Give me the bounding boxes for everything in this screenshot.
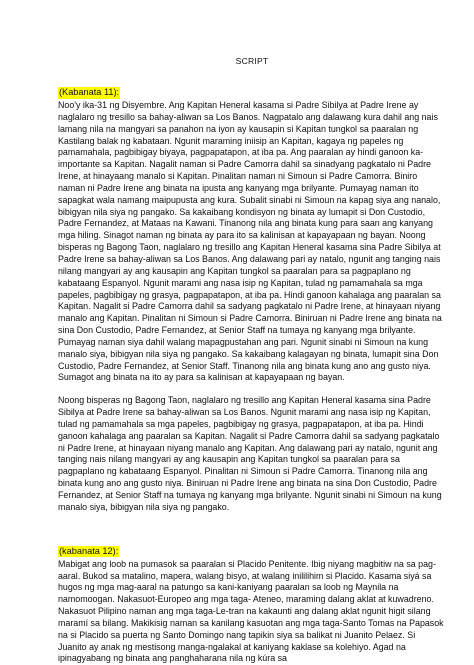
section-heading: (Kabanata 11):	[59, 87, 120, 97]
section-kabanata-11	[58, 82, 446, 514]
paragraph-spacer	[58, 384, 446, 395]
paragraph: Mabigat ang loob na pumasok sa paaralan si Placido Penitente. Ibig niyang magbitiw na sa pag- aaral. Bukod sa matalino, mapera, walang bisyo, at walang inililihim si Placido. Kasama siyá sa hugos ng mga mag-aaral na patungo sa kani-kaniyang paaralan sa loob ng Maynila na namomoogan. Nakasuot-Europeo ang mga taga- Ateneo, maraming dalang aklat at kuwadreno. Nakasuot Pilipino naman ang mga taga-Le-tran na kakaunti ang dalang aklat ngunit higit silang maramí sa bilang. Makikisig naman sa kanilang kasuotan ang mga taga-Santo Tomas na Papasok na si Placido sa puerta ng Santo Domingo nang tapikin siya sa balikat ni Juanito Pelaez. Si Juanito ay anak ng mestisong manga-ngalakal at kaniyang kaklase sa kolehiyo. Agad na ipinagyabang ng binata ang panghaharana nila ng kúra sa	[58, 558, 444, 664]
paragraph: Noong bisperas ng Bagong Taon, naglalaro ng tresillo ang Kapitan Heneral kasama sina Padre Sibilya at Padre Irene sa bahay-aliwan sa Los Banos. Ngunit marami ang nasa isip ng Kapitan, tulad ng pamamahala sa mga papeles, pagbibigay ng grasya, pagpapatapon, at iba pa. Hindi ganoon kahalaga ang paaralan sa Kapitan. Nagalit si Padre Camorra dahil sa sadyang pagkatalo ni Padre Irene, at hinayaan niyang manalo ang Kapitan. Ang dalawang pari ay natalo, ngunit ang tanging nais nilang mangyari ay ang kausapin ang Kapitan tungkol sa paaralan para sa pagpaplano ng kabataang Espanyol. Pinalitan ni Simoun si Padre Camorra. Tinanong nila ang binata kung ano ang gusto niya. Biniruan ni Padre Irene ang binata na sina Don Custodio, Padre Fernandez, at Senior Staff na tumaya ng kanyang mga brilyante. Ngunit sinabi ni Simoun na kung manalo siya, bibigyan nila siya ng pangako.	[58, 395, 442, 512]
document-title: SCRIPT	[235, 56, 269, 66]
section-kabanata-12	[58, 541, 446, 665]
paragraph: Noo'y ika-31 ng Disyembre. Ang Kapitan Heneral kasama si Padre Sibilya at Padre Irene ay naglalaro ng tresillo sa bahay-aliwan sa Los Banos. Nagpatalo ang dalawang kura dahil ang nais lamang nila na mangyari sa panahon na iyon ay kausapin si Kapitan tungkol sa paaralan ng Kastilang balak ng kabataan. Ngunit maraming iniisip an Kapitan, kagaya ng papeles ng pamamahala, pagbibigay biyaya, pagpapatapon, at iba pa. Ang paaralan ay hindi ganoon ka-importante sa Kapitan. Nagalit naman si Padre Camorra dahil sa sinadyang pagkatalo ni Padre Irene, at hinayaang manalo si Kapitan. Pinalitan naman ni Simoun si Padre Camorra. Biniro naman ni Padre Irene ang binata na ipusta ang kanyang mga brilyante. Pumayag naman ito sapagkat wala namang maipupusta ang kura. Subalit sinabi ni Simoun na kapag siya ang nanalo, bibigyan nila siya ng pangako. Sa kakaibang kondisyon ng binata ay lumapit si Don Custodio, Padre Fernandez, at Mataas na Kawani. Tinanong nila ang binata kung para saan ang kanyang mga hiling. Sinagot naman ng binata ay para ito sa kalinisan at kapayapaan ng bayan. Noong bisperas ng Bagong Taon, naglalaro ng tresillo ang Kapitan Heneral kasama sina Padre Sibilya at Padre Irene sa bahay-aliwan sa Los Banos. Ang dalawang pari ay natalo, ngunit ang tanging nais nilang mangyari ay ang kausapin ang Kapitan tungkol sa paaralan para sa pagpaplano ng kabataang Espanyol. Ngunit marami ang nasa isip ng Kapitan, tulad ng pamamahala sa mga papeles, pagbibigay ng grasya, pagpapatapon, at iba pa. Hindi ganoon kahalaga ang paaralan sa Kapitan. Nagalit si Padre Camorra dahil sa sadyang pagkatalo ni Padre Irene, at hinayaan niyang manalo ang Kapitan. Pinalitan ni Simoun si Padre Camorra. Biniruan ni Padre Irene ang binata na sina Don Custodio, Padre Fernandez, at Senior Staff na tumaya ng kanyang mga brilyante. Pumayag naman siya dahil walang mapagpustahan ang pari. Ngunit sinabi ni Simoun na kung manalo siya, bibigyan nila siya ng pangako. Sa kakaibang kalagayan ng binata, lumapit sina Don Custodio, Padre Fernandez, at Senior Staff. Tinanong nila ang binata kung ano ang gusto niya. Sumagot ang binata na ito ay para sa kalinisan at kapayapaan ng bayan.	[58, 100, 442, 383]
section-heading: (kabanata 12):	[59, 545, 119, 556]
section-spacer	[58, 514, 446, 541]
